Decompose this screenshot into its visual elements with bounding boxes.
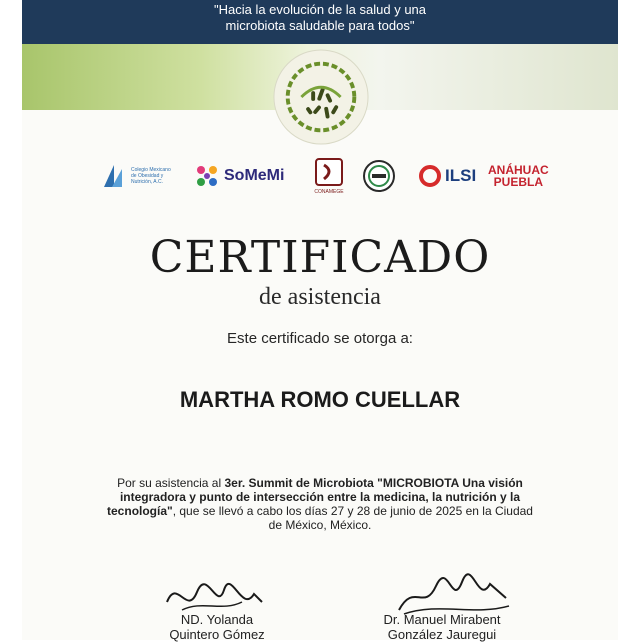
certificate-subtitle: de asistencia (259, 284, 381, 310)
ilsi-icon (418, 164, 442, 188)
logo-anahuac-name (488, 164, 549, 188)
body-suffix: , que se llevó a cabo los días 27 y 28 de junio de 2025 en la Ciudad de México, México. (172, 504, 533, 532)
logo-ilsi-name: ILSI (445, 166, 477, 185)
signer-left (142, 612, 292, 642)
signer-left-line-1: ND. Yolanda (180, 612, 254, 627)
cmo-icon (100, 161, 128, 191)
certificate-sheet (22, 0, 618, 640)
header-band (22, 0, 618, 44)
microbiota-emblem-icon (272, 48, 370, 146)
grant-line: Este certificado se otorga a: (227, 330, 413, 347)
signer-right-line-1: Dr. Manuel Mirabent (383, 612, 501, 627)
signer-left-line-2: Quintero Gómez (169, 627, 265, 642)
logo-conameg-label: CONAMEGE (314, 189, 344, 195)
logo-somemi-name: SoMeMi (224, 167, 285, 184)
logo-anahuac (488, 156, 549, 196)
logo-ilsi (418, 156, 476, 196)
seal-icon (362, 159, 396, 193)
logo-somemi (194, 156, 284, 196)
logo-cmo-text: Colegio Mexicano de Obesidad y Nutrición, A.C. (131, 167, 171, 185)
logo-circular-seal (362, 156, 396, 196)
header-quote-line-1: "Hacia la evolución de la salud y una (213, 2, 427, 17)
partner-logos (22, 156, 618, 196)
recipient-name: MARTHA ROMO CUELLAR (179, 387, 461, 412)
body-prefix: Por su asistencia al (117, 476, 225, 490)
body-event-name: 3er. Summit de Microbiota "MICROBIOTA Una visión integradora y punto de intersección entre la medicina, la nutrición y la tecnología" (107, 476, 523, 518)
certificate-title: CERTIFICADO (149, 232, 491, 283)
header-quote (22, 0, 618, 34)
signer-right-line-2: González Jauregui (387, 627, 497, 642)
certificate-body (104, 476, 536, 532)
logo-conameg (312, 156, 346, 196)
signer-right (352, 612, 532, 642)
header-quote-line-2: microbiota saludable para todos" (225, 18, 415, 33)
somemi-icon (194, 163, 220, 189)
conameg-icon (312, 157, 346, 195)
logo-anahuac-line-2: PUEBLA (493, 175, 543, 189)
logo-cmo (100, 156, 175, 196)
logo-anahuac-line-1: ANÁHUAC (488, 163, 549, 177)
